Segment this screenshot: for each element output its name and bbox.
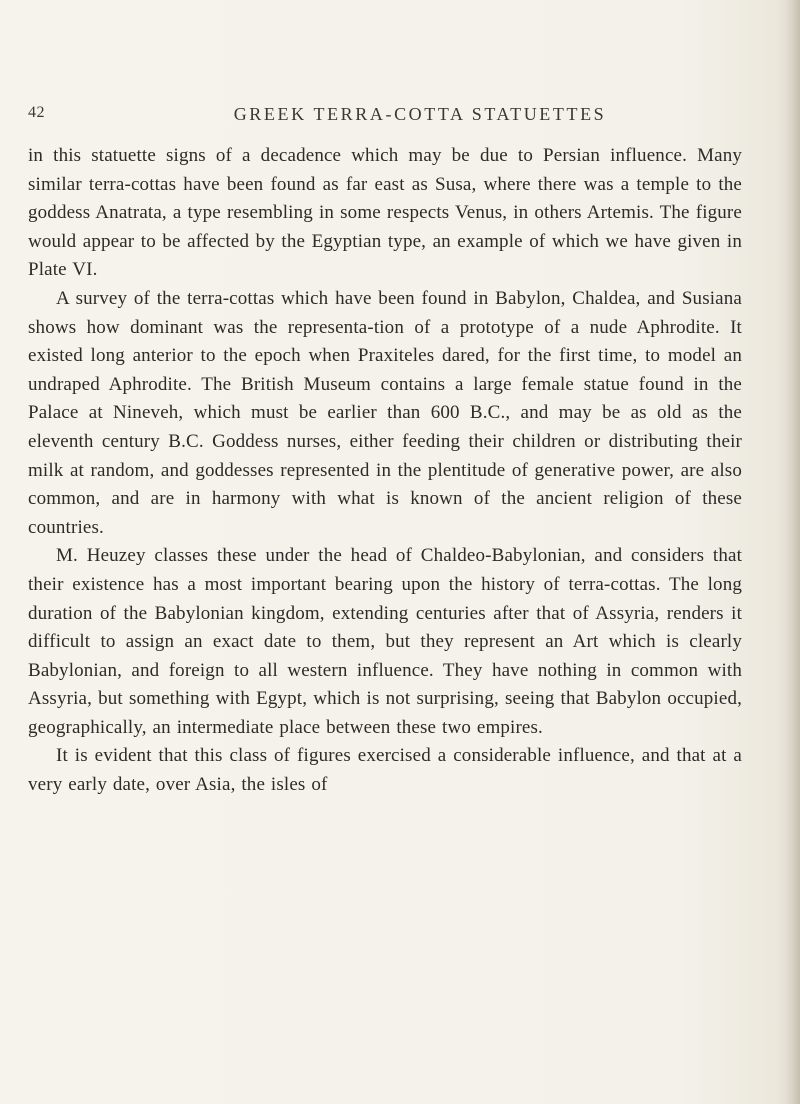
running-title: GREEK TERRA-COTTA STATUETTES	[233, 104, 607, 124]
paragraph-4: It is evident that this class of figures exercised a considerable influence, and that at a very early date, over Asia, the isles of	[28, 745, 742, 796]
page-number: 42	[28, 104, 45, 121]
paragraph-1: in this statuette signs of a decadence which may be due to Persian influence. Many similar terra-cottas have been found as far east as Susa, where there was a temple to the goddess Anatrata, a type resembling in some respects Venus, in others Artemis. The figure would appear to be affected by the Egyptian type, an example of which we have given in Plate VI.	[28, 145, 742, 281]
paragraph-3: M. Heuzey classes these under the head of Chaldeo-Babylonian, and considers that their existence has a most important bearing upon the history of terra-cottas. The long duration of the Babylonian kingdom, extending centuries after that of Assyria, renders it difficult to assign an exact date to them, but they represent an Art which is clearly Babylonian, and foreign to all western influence. They have nothing in common with Assyria, but something with Egypt, which is not surprising, seeing that Babylon occupied, geographically, an intermediate place between these two empires.	[28, 545, 742, 738]
page-edge-shadow	[786, 0, 800, 1104]
paragraph-2: A survey of the terra-cottas which have been found in Babylon, Chaldea, and Susiana shows how dominant was the representa-tion of a prototype of a nude Aphrodite. It existed long anterior to the epoch when Praxiteles dared, for the first time, to model an undraped Aphrodite. The British Museum contains a large female statue found in the Palace at Nineveh, which must be earlier than 600 B.C., and may be as old as the eleventh century B.C. Goddess nurses, either feeding their children or distributing their milk at random, and goddesses represented in the plentitude of generative power, are also common, and are in harmony with what is known of the ancient religion of these countries.	[28, 287, 742, 538]
body-text	[28, 142, 742, 800]
